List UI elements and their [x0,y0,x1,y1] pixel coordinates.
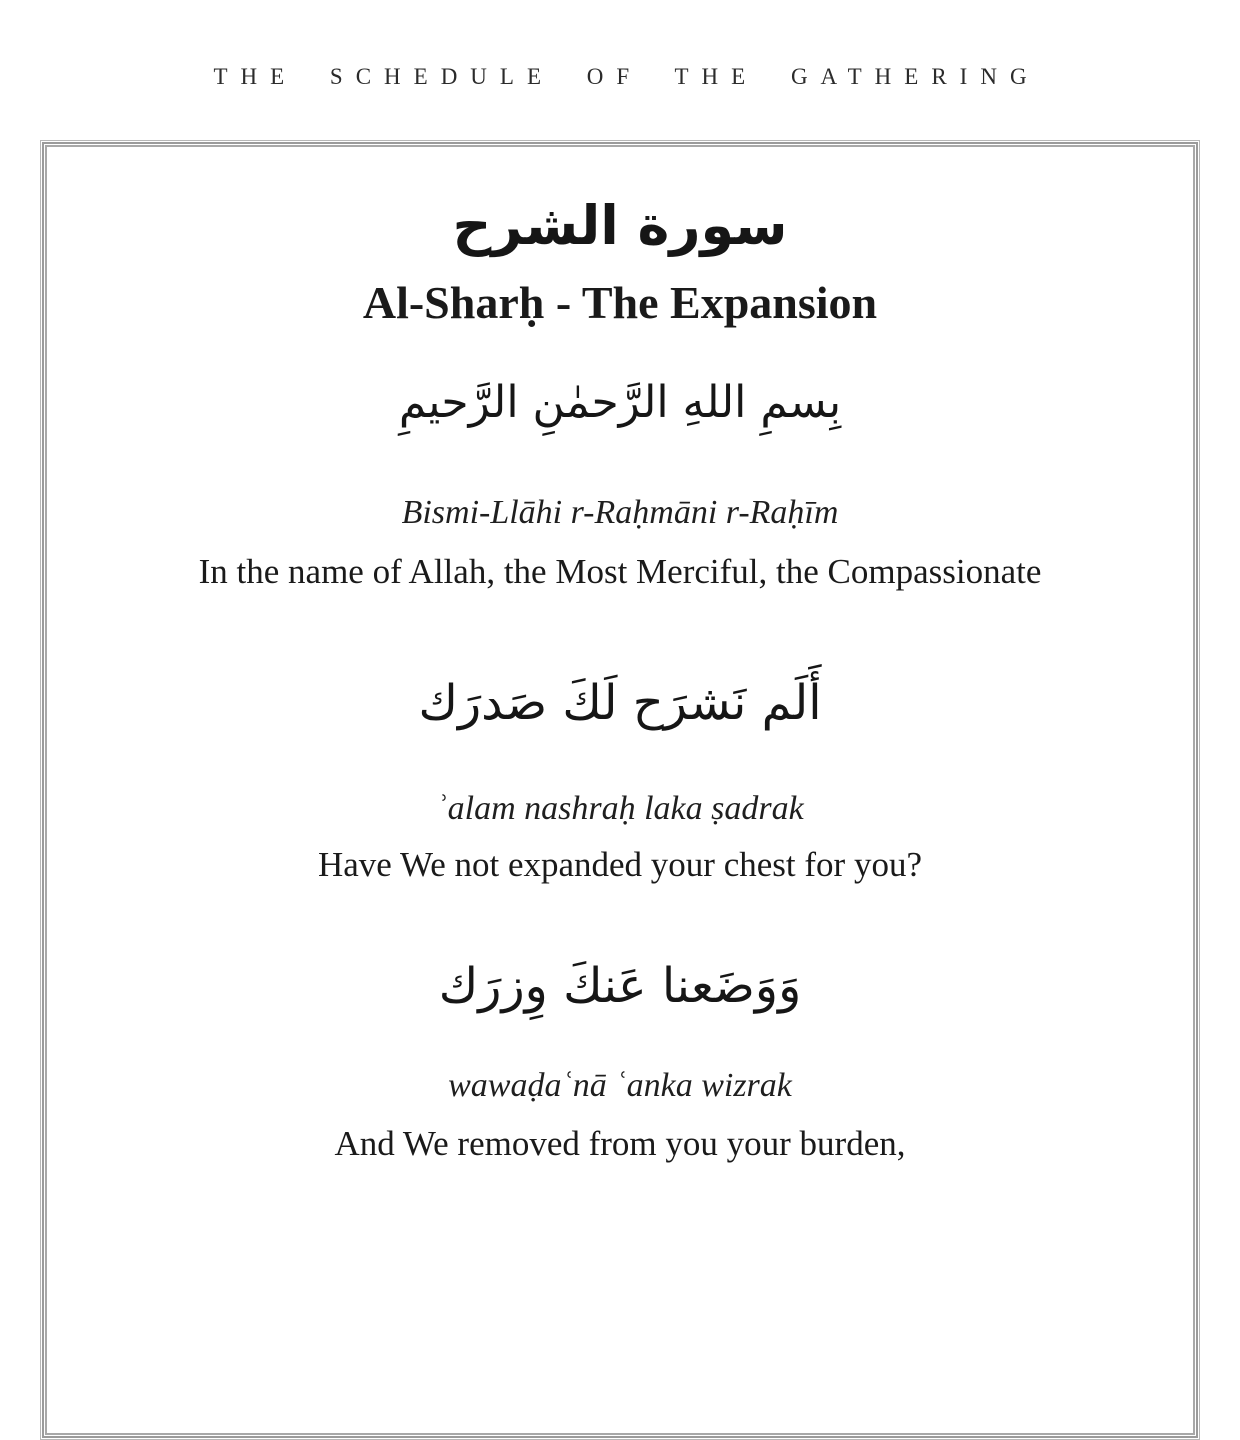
verse-1 [47,655,1193,888]
verse-2-translation: And We removed from you your burden, [334,1124,906,1164]
verse-1-translation: Have We not expanded your chest for you? [318,845,922,884]
surah-title-arabic: سورة الشرح [452,194,788,257]
verse-1-transliteration: ʾalam nashraḥ laka ṣadrak [436,789,804,827]
page-border-frame-middle-line [42,142,1198,1438]
basmala-arabic-text: بِسمِ اللهِ الرَّحمٰنِ الرَّحيمِ [398,377,842,429]
page-content-area [45,145,1195,1435]
basmala-transliteration: Bismi-Llāhi r-Raḥmāni r-Raḥīm [401,494,839,532]
verse-1-arabic-text: أَلَم نَشرَح لَكَ صَدرَك [418,674,822,731]
verse-2-arabic-text: وَوَضَعنا عَنكَ وِزرَك [438,958,802,1015]
surah-title-english: Al-Sharḥ - The Expansion [362,277,878,329]
verse-2-transliteration: wawaḍaʿnā ʿanka wizrak [448,1067,792,1105]
basmala-translation: In the name of Allah, the Most Merciful, the Compassionate [198,551,1042,591]
verse-2 [47,938,1193,1167]
running-header: THE SCHEDULE OF THE GATHERING [213,64,1040,89]
page-border-frame [40,140,1200,1440]
